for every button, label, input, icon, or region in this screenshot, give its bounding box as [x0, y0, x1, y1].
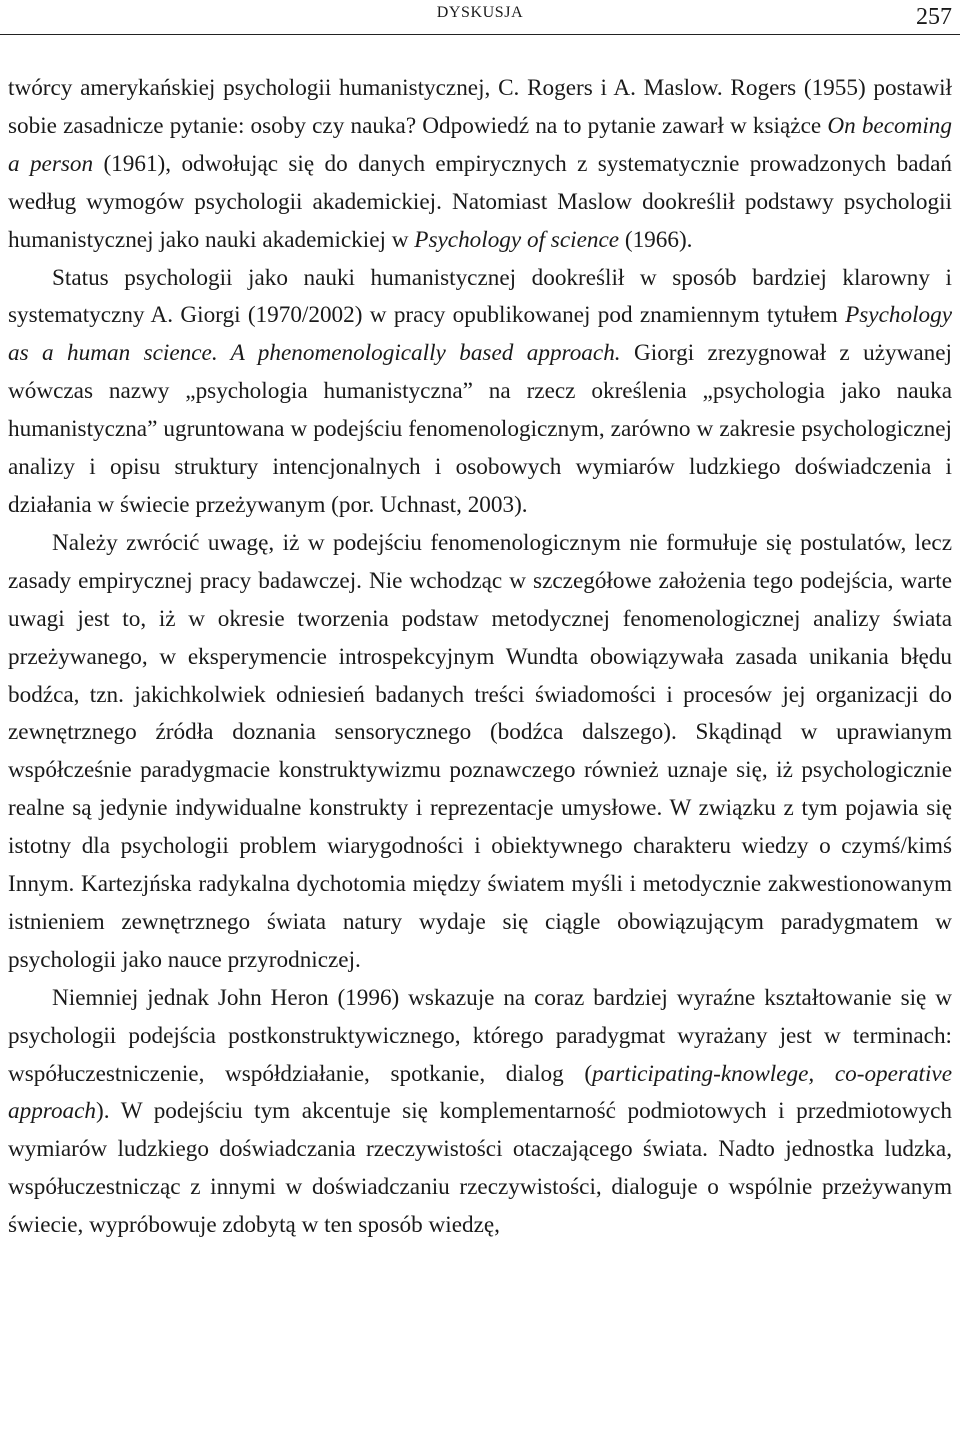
paragraph	[8, 525, 952, 980]
section-title: DYSKUSJA	[436, 4, 524, 21]
page-number: 257	[916, 4, 952, 30]
text-run: (1966).	[619, 226, 693, 253]
book-title: Psychology as a human science. A phenomenologically based approach.	[8, 302, 952, 367]
term-italic: participating-knowlege, co-operative approach	[8, 1060, 953, 1125]
text-run: Giorgi zrezygnował z używanej wówczas nazwy „psychologia humanistyczna” na rzecz określenia „psychologia jako nauka humanistyczna” ugruntowana w podejściu fenomenologicznym, zarówno w zakresie psychologicznej analizy i opisu struktury intencjonalnych i osobowych wymiarów ludzkiego doświadczenia i działania w świecie przeżywanym (por. Uchnast, 2003).	[8, 340, 952, 518]
text-run: twórcy amerykańskiej psychologii humanistycznej, C. Rogers i A. Maslow. Rogers (1955) postawił sobie zasadnicze pytanie: osoby czy nauka? Odpowiedź na to pytanie zawarł w książce	[8, 75, 952, 139]
book-title: On becoming a person	[8, 112, 952, 177]
paragraph	[8, 70, 952, 260]
paragraph	[8, 260, 952, 525]
text-run: Status psychologii jako nauki humanistycznej dookreślił w sposób bardziej klarowny i systematyczny A. Giorgi (1970/2002) w pracy opublikowanej pod znamiennym tytułem	[8, 264, 952, 329]
text-run: ). W podejściu tym akcentuje się komplementarność podmiotowych i przedmiotowych wymiarów ludzkiego doświadczania rzeczywistości otaczającego świata. Nadto jednostka ludzka, współuczestnicząc z innymi w doświadczaniu rzeczywistości, dialoguje o wspólnie przeżywanym świecie, wypróbowuje zdobytą w ten sposób wiedzę,	[8, 1098, 952, 1239]
text-run: Niemniej jednak John Heron (1996) wskazuje na coraz bardziej wyraźne kształtowanie się w psychologii podejścia postkonstruktywicznego, którego paradygmat wyrażany jest w terminach: współuczestniczenie, współdziałanie, spotkanie, dialog (	[8, 984, 952, 1087]
book-title: Psychology of science	[414, 226, 620, 253]
text-run: Należy zwrócić uwagę, iż w podejściu fenomenologicznym nie formułuje się postulatów, lecz zasady empirycznej pracy badawczej. Nie wchodząc w szczegółowe założenia tego podejścia, warte uwagi jest to, iż w okresie tworzenia podstaw metodycznej fenomenologicznej analizy świata przeżywanego, w eksperymencie introspekcyjnym Wundta obowiązywała zasada unikania błędu bodźca, tzn. jakichkolwiek odniesień badanych treści świadomości i procesów jej organizacji do zewnętrznego źródła doznania sensorycznego (bodźca dalszego). Skądinąd w uprawianym współcześnie paradygmacie konstruktywizmu poznawczego również uznaje się, iż psychologicznie realne są jedynie indywidualne konstrukty i reprezentacje umysłowe. W związku z tym pojawia się istotny dla psychologii problem wiarygodności i obiektywnego charakteru wiedzy o czymś/kimś Innym. Kartezjńska radykalna dychotomia między światem myśli i metodycznie zakwestionowanym istnieniem zewnętrznego świata natury wydaje się ciągle obowiązującym paradygmatem w psychologii jako nauce przyrodniczej.	[8, 529, 952, 973]
running-head	[0, 0, 960, 35]
article-body	[8, 70, 952, 1245]
text-run: (1961), odwołując się do danych empirycznych z systematycznie prowadzonych badań według wymogów psychologii akademickiej. Natomiast Maslow dookreślił podstawy psychologii humanistycznej jako nauki akademickiej w	[8, 150, 953, 253]
paragraph	[8, 980, 952, 1245]
